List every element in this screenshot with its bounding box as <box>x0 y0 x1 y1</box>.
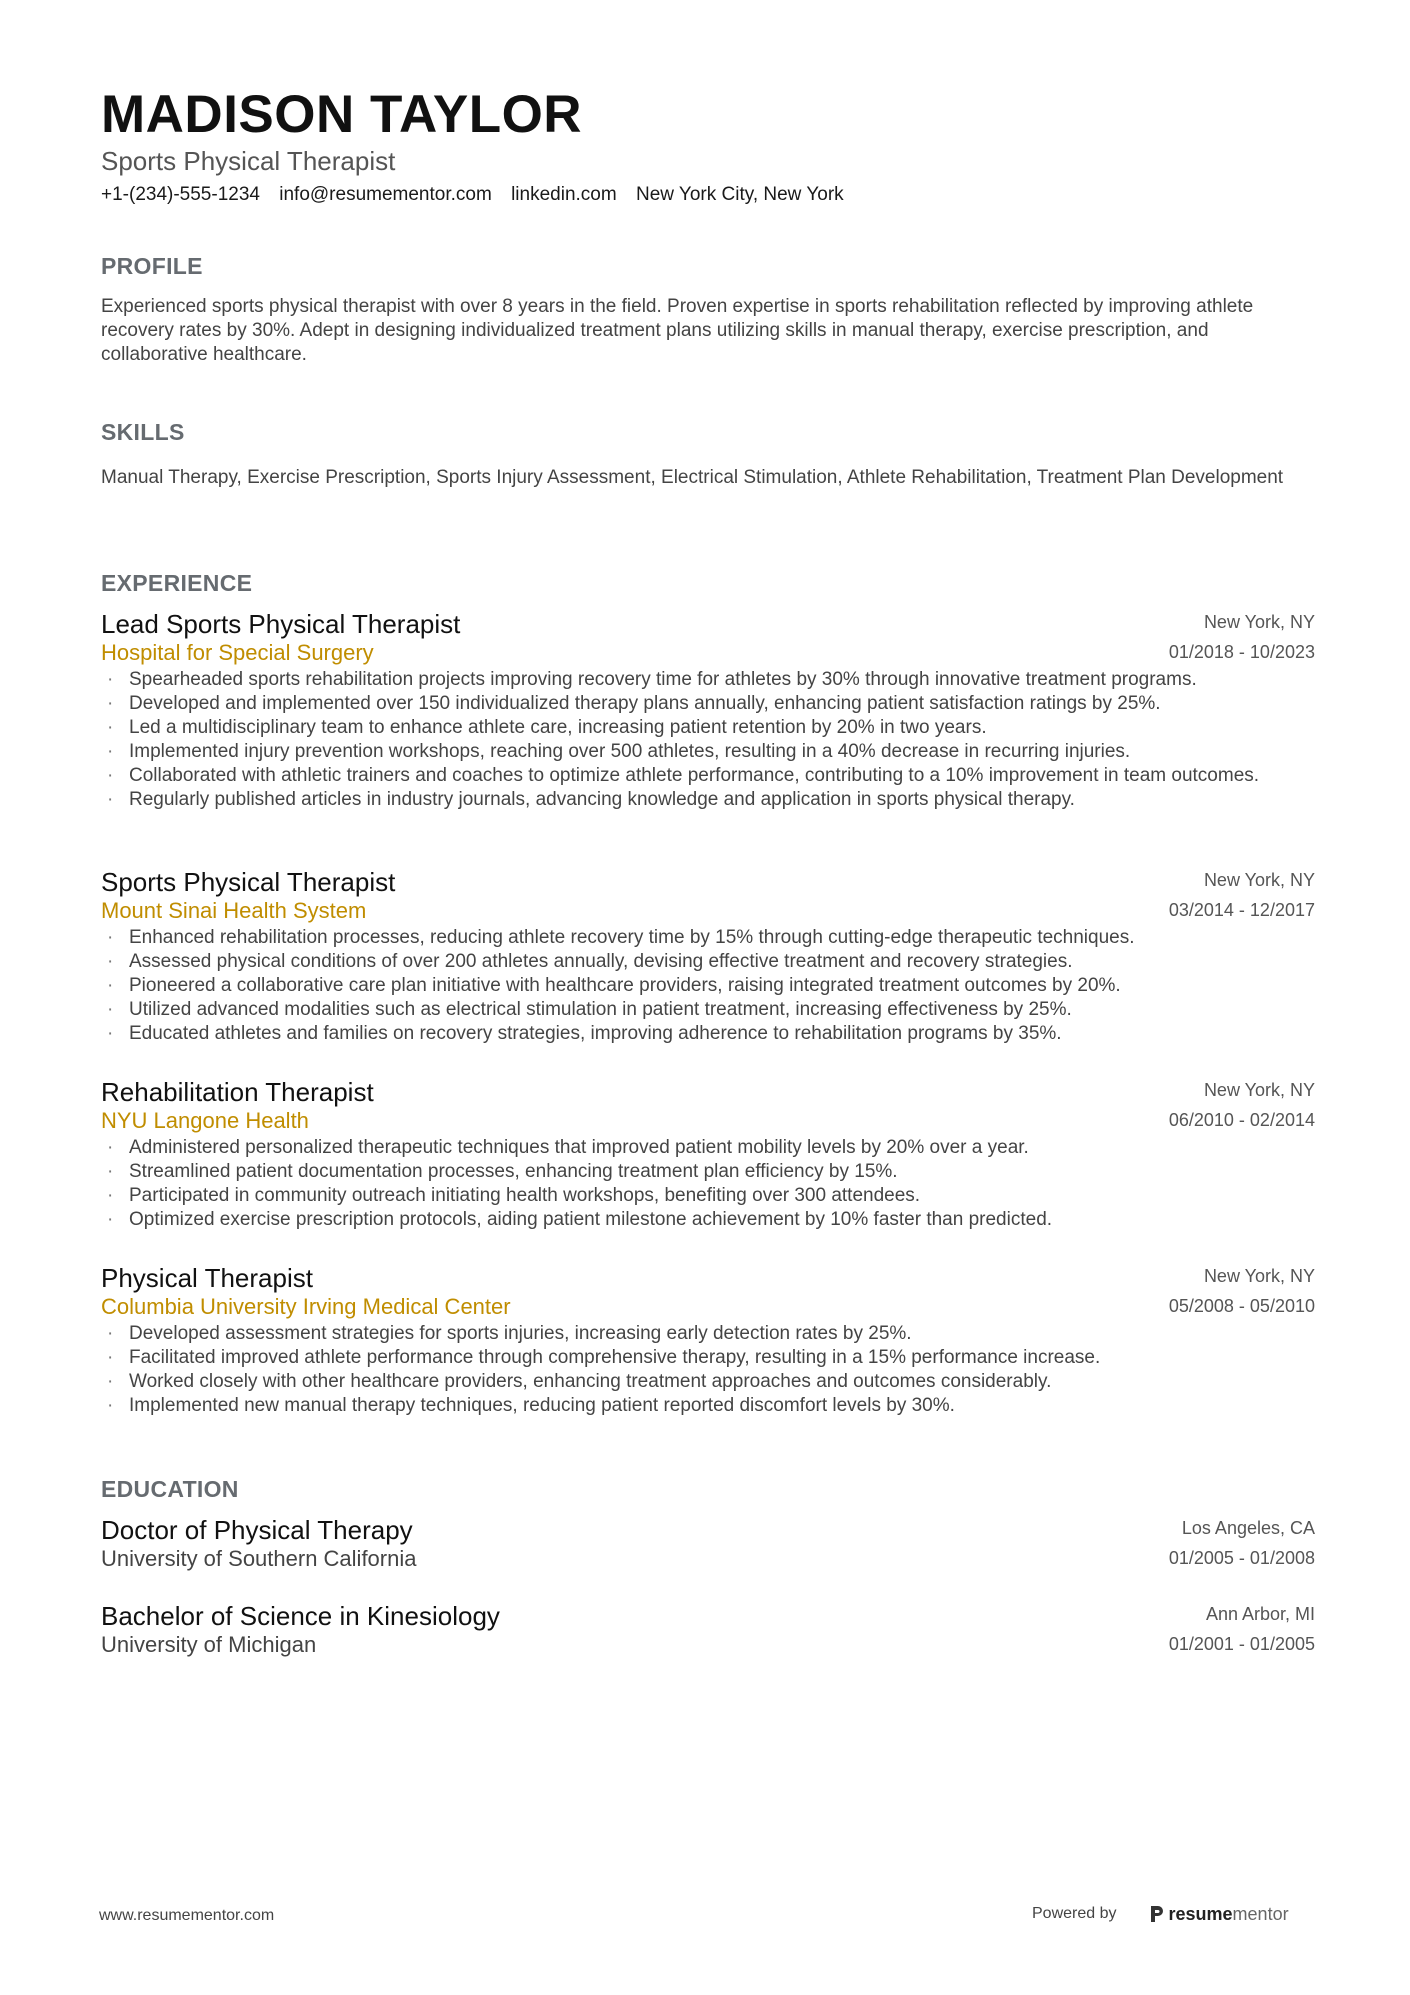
job-location: New York, NY <box>1203 870 1315 890</box>
profile-text: Experienced sports physical therapist with over 8 years in the field. Proven expertise in sports rehabilitation reflected by improving athlete recovery rates by 30%. Adept in designing individualized treatment plans utilizing skills in manual therapy, exercise prescription, and collaborative healthcare. <box>101 296 1254 365</box>
education-location: Ann Arbor, MI <box>1205 1604 1315 1624</box>
contact-linkedin[interactable]: linkedin.com <box>511 184 617 205</box>
bullet-item: · Enhanced rehabilitation processes, reducing athlete recovery time by 15% through cutting-edge therapeutic techniques. <box>101 926 1315 950</box>
job-bullets <box>101 1136 1315 1232</box>
job-title: Rehabilitation Therapist <box>101 1077 374 1107</box>
bullet-item: · Assessed physical conditions of over 200 athletes annually, devising effective treatment and recovery strategies. <box>101 950 1315 974</box>
contact-phone: +1-(234)-555-1234 <box>101 184 260 205</box>
job-title: Physical Therapist <box>101 1263 313 1293</box>
contact-location: New York City, New York <box>635 184 844 205</box>
job-bullets <box>101 668 1315 812</box>
bullet-item: · Administered personalized therapeutic techniques that improved patient mobility levels by 20% over a year. <box>101 1136 1315 1160</box>
job-bullets <box>101 926 1315 1046</box>
education-heading: EDUCATION <box>101 1476 239 1502</box>
job-company: NYU Langone Health <box>101 1108 309 1133</box>
bullet-item: · Educated athletes and families on recovery strategies, improving adherence to rehabilitation programs by 35%. <box>101 1022 1315 1046</box>
job-dates: 05/2008 - 05/2010 <box>1168 1296 1315 1316</box>
bullet-item: · Utilized advanced modalities such as electrical stimulation in patient treatment, increasing effectiveness by 25%. <box>101 998 1315 1022</box>
education-location: Los Angeles, CA <box>1181 1518 1315 1538</box>
resumementor-logo-icon <box>1149 1904 1165 1924</box>
job-location: New York, NY <box>1203 1266 1315 1286</box>
contact-line <box>101 183 858 207</box>
bullet-item: · Participated in community outreach initiating health workshops, benefiting over 300 attendees. <box>101 1184 1315 1208</box>
bullet-item: · Collaborated with athletic trainers and coaches to optimize athlete performance, contributing to a 10% improvement in team outcomes. <box>101 764 1315 788</box>
education-dates: 01/2005 - 01/2008 <box>1168 1548 1315 1568</box>
contact-email[interactable]: info@resumementor.com <box>279 184 492 205</box>
job-bullets <box>101 1322 1315 1418</box>
experience-heading: EXPERIENCE <box>101 570 253 596</box>
job-title: Lead Sports Physical Therapist <box>101 609 461 639</box>
footer-branding <box>1032 1904 1289 1924</box>
bullet-item: · Led a multidisciplinary team to enhance athlete care, increasing patient retention by 20% in two years. <box>101 716 1315 740</box>
powered-by-label: Powered by <box>1032 1905 1117 1922</box>
candidate-name: MADISON TAYLOR <box>101 85 583 144</box>
job-title: Sports Physical Therapist <box>101 867 396 897</box>
job-company: Columbia University Irving Medical Center <box>101 1294 511 1319</box>
education-degree: Doctor of Physical Therapy <box>101 1515 413 1545</box>
footer-website[interactable]: www.resumementor.com <box>99 1907 275 1924</box>
bullet-item: · Implemented new manual therapy techniques, reducing patient reported discomfort levels by 30%. <box>101 1394 1315 1418</box>
brand-name-bold: resume <box>1168 1904 1233 1924</box>
job-dates: 06/2010 - 02/2014 <box>1168 1110 1315 1130</box>
skills-text: Manual Therapy, Exercise Prescription, Sports Injury Assessment, Electrical Stimulation, Athlete Rehabilitation, Treatment Plan Development <box>101 467 1284 488</box>
job-company: Hospital for Special Surgery <box>101 640 374 665</box>
bullet-item: · Developed assessment strategies for sports injuries, increasing early detection rates by 25%. <box>101 1322 1315 1346</box>
bullet-item: · Facilitated improved athlete performance through comprehensive therapy, resulting in a 15% performance increase. <box>101 1346 1315 1370</box>
education-school: University of Michigan <box>101 1632 317 1657</box>
bullet-item: · Worked closely with other healthcare providers, enhancing treatment approaches and outcomes considerably. <box>101 1370 1315 1394</box>
bullet-item: · Pioneered a collaborative care plan initiative with healthcare providers, raising integrated treatment outcomes by 20%. <box>101 974 1315 998</box>
job-company: Mount Sinai Health System <box>101 898 367 923</box>
candidate-title: Sports Physical Therapist <box>101 146 396 176</box>
job-location: New York, NY <box>1203 1080 1315 1100</box>
skills-heading: SKILLS <box>101 419 185 445</box>
bullet-item: · Optimized exercise prescription protocols, aiding patient milestone achievement by 10% faster than predicted. <box>101 1208 1315 1232</box>
bullet-item: · Streamlined patient documentation processes, enhancing treatment plan efficiency by 15%. <box>101 1160 1315 1184</box>
job-dates: 01/2018 - 10/2023 <box>1168 642 1315 662</box>
bullet-item: · Developed and implemented over 150 individualized therapy plans annually, enhancing patient satisfaction ratings by 25%. <box>101 692 1315 716</box>
education-dates: 01/2001 - 01/2005 <box>1168 1634 1315 1654</box>
job-dates: 03/2014 - 12/2017 <box>1168 900 1315 920</box>
education-school: University of Southern California <box>101 1546 417 1571</box>
bullet-item: · Implemented injury prevention workshops, reaching over 500 athletes, resulting in a 40% decrease in recurring injuries. <box>101 740 1315 764</box>
bullet-item: · Spearheaded sports rehabilitation projects improving recovery time for athletes by 30% through innovative treatment programs. <box>101 668 1315 692</box>
profile-heading: PROFILE <box>101 253 203 279</box>
brand-name-light: mentor <box>1232 1904 1289 1924</box>
bullet-item: · Regularly published articles in industry journals, advancing knowledge and application in sports physical therapy. <box>101 788 1315 812</box>
education-degree: Bachelor of Science in Kinesiology <box>101 1601 500 1631</box>
job-location: New York, NY <box>1203 612 1315 632</box>
